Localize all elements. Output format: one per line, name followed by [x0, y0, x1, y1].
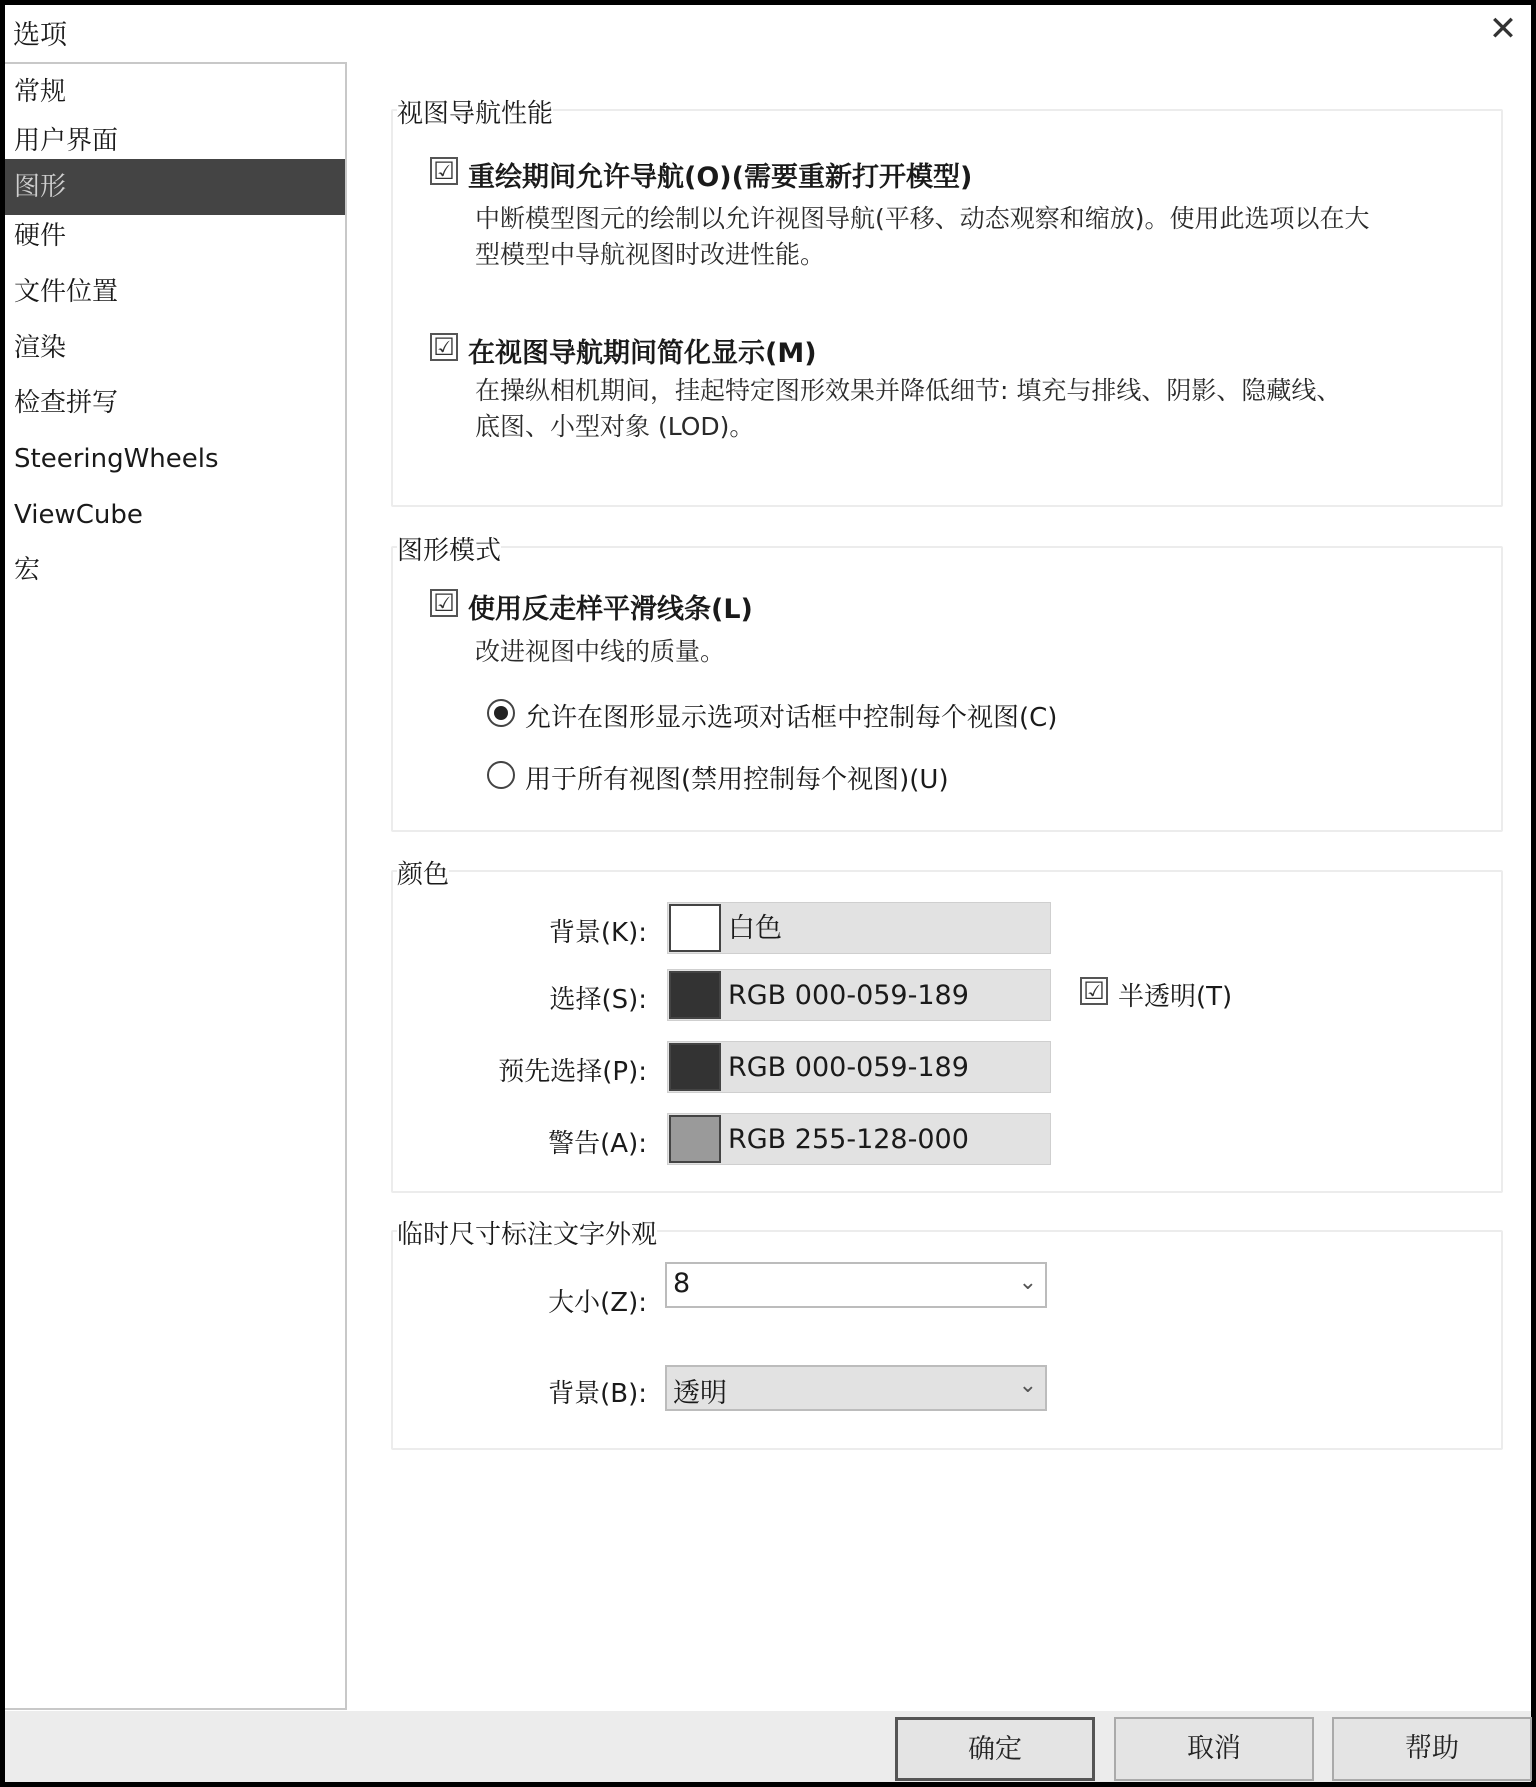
text-background-label: 背景(B): — [548, 1379, 647, 1409]
close-button[interactable] — [1483, 9, 1523, 49]
simplify-display-description — [475, 373, 1341, 445]
color-swatch — [669, 1115, 721, 1163]
selection-color-label: 选择(S): — [549, 985, 647, 1015]
color-value: RGB 000-059-189 — [728, 1052, 969, 1083]
sidebar-item-steeringwheels[interactable]: SteeringWheels — [14, 444, 219, 474]
allow-nav-during-redraw-description — [475, 201, 1370, 273]
per-view-control-radio[interactable] — [487, 699, 515, 727]
description-line: 在操纵相机期间，挂起特定图形效果并降低细节: 填充与排线、阴影、隐藏线、 — [475, 376, 1342, 405]
sidebar-item-user-interface[interactable]: 用户界面 — [14, 126, 119, 156]
colors-title: 颜色 — [397, 854, 449, 891]
sidebar-item-general[interactable]: 常规 — [14, 77, 67, 107]
antialiasing-checkbox[interactable] — [430, 589, 458, 617]
alert-color-label: 警告(A): — [548, 1129, 647, 1159]
color-swatch — [669, 904, 721, 952]
simplify-display-label: 在视图导航期间简化显示(M) — [468, 338, 817, 369]
cancel-button[interactable]: 取消 — [1114, 1717, 1314, 1781]
nav-performance-title: 视图导航性能 — [397, 93, 553, 130]
semi-transparent-label: 半透明(T) — [1118, 982, 1233, 1012]
preselection-color-picker[interactable] — [667, 1041, 1051, 1093]
all-views-radio[interactable] — [487, 761, 515, 789]
simplify-display-checkbox[interactable] — [430, 333, 458, 361]
all-views-label: 用于所有视图(禁用控制每个视图)(U) — [525, 765, 949, 795]
radio-selected-dot — [494, 706, 508, 720]
chevron-down-icon: ⌄ — [1018, 1270, 1037, 1295]
preselection-color-label: 预先选择(P): — [498, 1057, 647, 1087]
sidebar-item-graphics[interactable]: 图形 — [5, 159, 345, 215]
antialiasing-description: 改进视图中线的质量。 — [475, 637, 726, 666]
description-line: 型模型中导航视图时改进性能。 — [475, 240, 826, 269]
color-swatch — [669, 1043, 721, 1091]
sidebar-item-file-locations[interactable]: 文件位置 — [14, 277, 119, 307]
sidebar-item-hardware[interactable]: 硬件 — [14, 221, 67, 251]
color-swatch — [669, 971, 721, 1019]
ok-button[interactable]: 确定 — [895, 1717, 1095, 1781]
alert-color-picker[interactable] — [667, 1113, 1051, 1165]
sidebar-item-spelling[interactable]: 检查拼写 — [14, 388, 119, 418]
window-title: 选项 — [13, 20, 67, 51]
combobox-value: 8 — [673, 1268, 691, 1299]
temp-dimension-title: 临时尺寸标注文字外观 — [397, 1214, 657, 1251]
per-view-control-label: 允许在图形显示选项对话框中控制每个视图(C) — [525, 703, 1058, 733]
sidebar — [5, 62, 347, 1710]
background-color-picker[interactable] — [667, 902, 1051, 954]
sidebar-item-rendering[interactable]: 渲染 — [14, 333, 67, 363]
text-background-combobox[interactable] — [665, 1365, 1047, 1411]
description-line: 底图、小型对象 (LOD)。 — [475, 412, 755, 441]
title-bar — [5, 5, 1531, 60]
text-size-combobox[interactable] — [665, 1262, 1047, 1308]
sidebar-item-viewcube[interactable]: ViewCube — [14, 500, 143, 530]
semi-transparent-checkbox[interactable] — [1080, 977, 1108, 1005]
check-icon: ☑ — [433, 589, 455, 617]
check-icon: ☑ — [1083, 977, 1105, 1005]
selection-color-picker[interactable] — [667, 969, 1051, 1021]
graphics-mode-title: 图形模式 — [397, 530, 501, 567]
check-icon: ☑ — [433, 157, 455, 185]
allow-nav-during-redraw-checkbox[interactable] — [430, 157, 458, 185]
color-value: 白色 — [728, 913, 782, 944]
sidebar-item-macros[interactable]: 宏 — [14, 555, 41, 585]
antialiasing-label: 使用反走样平滑线条(L) — [468, 594, 753, 625]
background-color-label: 背景(K): — [548, 918, 647, 948]
combobox-value: 透明 — [673, 1378, 727, 1409]
close-icon: ✕ — [1488, 9, 1518, 49]
check-icon: ☑ — [433, 333, 455, 361]
description-line: 中断模型图元的绘制以允许视图导航(平移、动态观察和缩放)。使用此选项以在大 — [475, 204, 1370, 233]
color-value: RGB 255-128-000 — [728, 1124, 969, 1155]
color-value: RGB 000-059-189 — [728, 980, 969, 1011]
chevron-down-icon: ⌄ — [1018, 1373, 1037, 1398]
help-button[interactable]: 帮助 — [1332, 1717, 1532, 1781]
text-size-label: 大小(Z): — [548, 1288, 647, 1318]
allow-nav-during-redraw-label: 重绘期间允许导航(O)(需要重新打开模型) — [468, 162, 973, 193]
